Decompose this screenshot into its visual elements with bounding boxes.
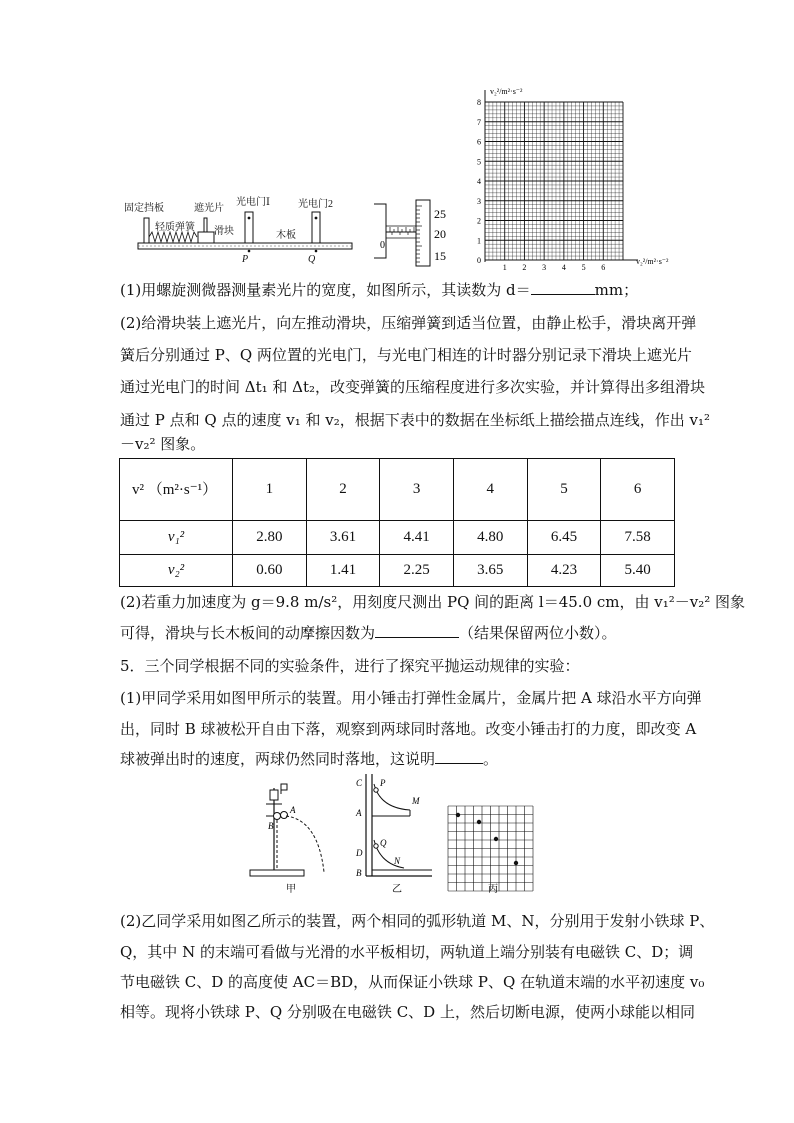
svg-text:C: C	[356, 778, 363, 788]
x-tick-label: 5	[581, 263, 586, 272]
micrometer-tick-15: 15	[434, 249, 446, 263]
projectile-figures	[246, 772, 546, 900]
label-P: P	[242, 254, 249, 265]
q5-title: 5．三个同学根据不同的实验条件，进行了探究平抛运动规律的实验：	[120, 657, 580, 675]
table-cell: 7.58	[601, 521, 675, 555]
figure-yi	[355, 774, 432, 895]
svg-text:B: B	[356, 868, 362, 878]
table-cell: 3.61	[306, 521, 380, 555]
table-col-4: 4	[453, 459, 527, 521]
table-col-1: 1	[233, 459, 307, 521]
table-col-5: 5	[527, 459, 601, 521]
y-tick-label: 1	[477, 236, 481, 246]
x-tick-label: 1	[502, 263, 507, 272]
y-tick-label: 8	[477, 98, 481, 107]
shading-sheet	[204, 218, 207, 232]
q4-part2-line5: －v₂² 图象。	[120, 435, 206, 453]
table-cell: 4.41	[380, 521, 454, 555]
q5-part1-suffix: 。	[483, 750, 499, 768]
q5-part2-line2: Q，其中 N 的末端可看做与光滑的水平板相切，两轨道上端分别装有电磁铁 C、D；调	[120, 943, 694, 961]
trajectory-point	[477, 820, 481, 824]
table-cell: 1.41	[306, 555, 380, 587]
svg-text:N: N	[394, 856, 401, 866]
y-tick-label: 3	[477, 196, 481, 206]
graph-ylabel: v₂²/m²·s⁻²	[490, 87, 523, 96]
x-tick-label: 6	[601, 263, 606, 272]
answer-blank-d[interactable]	[531, 280, 595, 295]
q4-part1	[120, 280, 638, 300]
table-row-label: v₂²	[120, 555, 233, 587]
table-col-6: 6	[601, 459, 675, 521]
q4-part3-line1: (2)若重力加速度为 g＝9.8 m/s²，用刻度尺测出 PQ 间的距离 l＝45.0 cm，由 v₁²－v₂² 图象	[120, 593, 746, 611]
x-tick-label: 2	[522, 263, 527, 272]
q5-part2-line1: (2)乙同学采用如图乙所示的装置，两个相同的弧形轨道 M、N，分别用于发射小铁球 P、	[120, 912, 715, 930]
graph-xlabel: v₂²/m²·s⁻²	[636, 257, 669, 266]
graph-paper	[468, 84, 683, 272]
caption-jia: 甲	[286, 884, 296, 895]
figure-jia	[250, 784, 324, 895]
label-slider: 滑块	[214, 226, 234, 237]
q5-part2-line3: 节电磁铁 C、D 的高度使 AC＝BD，从而保证小铁球 P、Q 在轨道末端的水平初速度 v₀	[120, 973, 705, 991]
trajectory-point	[514, 861, 518, 865]
y-tick-label: 7	[477, 117, 481, 127]
table-cell: 4.80	[453, 521, 527, 555]
label-Q: Q	[308, 254, 316, 265]
q4-part2-line3: 通过光电门的时间 Δt₁ 和 Δt₂，改变弹簧的压缩程度进行多次实验，并计算得出多组滑块	[120, 378, 706, 396]
fixed-stop	[144, 218, 149, 243]
q4-part3-line2	[120, 623, 617, 643]
svg-text:M: M	[412, 796, 420, 806]
label-shading-sheet: 遮光片	[194, 203, 224, 214]
q5-part1-text: 球被弹出时的速度，两球仍然同时落地，这说明	[120, 750, 436, 768]
label-fixed-stop: 固定挡板	[124, 203, 164, 214]
table-header-label: v² （m²·s⁻¹）	[120, 459, 233, 521]
spring	[149, 232, 197, 242]
y-tick-label: 2	[477, 216, 481, 226]
y-tick-label: 5	[477, 157, 481, 167]
y-tick-label: 6	[477, 137, 481, 147]
micrometer-tick-25: 25	[434, 207, 446, 221]
q5-part2-line4: 相等。现将小铁球 P、Q 分别吸在电磁铁 C、D 上，然后切断电源，使两小球能以相同	[120, 1003, 695, 1021]
q4-part2-line2: 簧后分别通过 P、Q 两位置的光电门，与光电门相连的计时器分别记录下滑块上遮光片	[120, 346, 692, 364]
q5-part1-line3	[120, 749, 498, 769]
caption-bing: 丙	[488, 884, 498, 895]
apparatus-figure	[118, 190, 368, 270]
q4-part3-suffix: （结果保留两位小数）。	[459, 624, 617, 642]
table-cell: 3.65	[453, 555, 527, 587]
micrometer-zero: 0	[380, 240, 385, 251]
svg-text:Q: Q	[380, 838, 387, 848]
figure-bing	[448, 806, 533, 895]
q4-part2-line1: (2)给滑块装上遮光片，向左推动滑块，压缩弹簧到适当位置，由静止松手，滑块离开弹	[120, 314, 697, 332]
table-cell: 5.40	[601, 555, 675, 587]
caption-yi: 乙	[392, 884, 402, 895]
answer-blank-mu[interactable]	[375, 623, 459, 638]
table-row	[120, 521, 675, 555]
table-cell: 4.23	[527, 555, 601, 587]
x-tick-label: 3	[542, 263, 547, 272]
label-board: 木板	[276, 230, 296, 241]
q5-part1-line1: (1)甲同学采用如图甲所示的装置。用小锤击打弹性金属片，金属片把 A 球沿水平方向弹	[120, 689, 702, 707]
grid-lines	[485, 102, 623, 260]
label-gate-1: 光电门Ⅰ	[236, 197, 270, 208]
micrometer-figure	[372, 196, 462, 268]
svg-text:A: A	[290, 805, 296, 815]
q5-part1-line2: 出，同时 B 球被松开自由下落，观察到两球同时落地。改变小锤击打的力度，即改变 A	[120, 720, 697, 738]
slider-block	[198, 232, 214, 243]
q4-part3-text: 可得，滑块与长木板间的动摩擦因数为	[120, 624, 376, 642]
q4-part1-unit: mm；	[594, 281, 639, 299]
micrometer-tick-20: 20	[434, 227, 446, 241]
svg-text:P: P	[380, 778, 386, 788]
trajectory-point	[456, 813, 460, 817]
table-cell: 2.80	[233, 521, 307, 555]
label-gate-2: 光电门2	[298, 199, 333, 210]
svg-text:A: A	[356, 808, 362, 818]
table-col-3: 3	[380, 459, 454, 521]
table-row	[120, 555, 675, 587]
table-cell: 2.25	[380, 555, 454, 587]
trajectory-point	[494, 837, 498, 841]
table-cell: 6.45	[527, 521, 601, 555]
data-table	[119, 458, 675, 587]
label-spring: 轻质弹簧	[155, 222, 195, 233]
q4-part2-line4: 通过 P 点和 Q 点的速度 v₁ 和 v₂，根据下表中的数据在坐标纸上描绘描点连线，作出 v₁²	[120, 411, 711, 429]
y-tick-label: 4	[477, 177, 481, 186]
answer-blank-conclusion[interactable]	[435, 749, 483, 764]
q4-part1-text: (1)用螺旋测微器测量素光片的宽度，如图所示，其读数为 d＝	[120, 281, 531, 299]
x-tick-label: 4	[561, 263, 566, 272]
table-header-row	[120, 459, 675, 521]
table-cell: 0.60	[233, 555, 307, 587]
table-col-2: 2	[306, 459, 380, 521]
svg-text:D: D	[356, 848, 363, 858]
svg-text:B: B	[268, 821, 274, 831]
table-row-label: v₁²	[120, 521, 233, 555]
y-tick-label: 0	[477, 256, 481, 265]
